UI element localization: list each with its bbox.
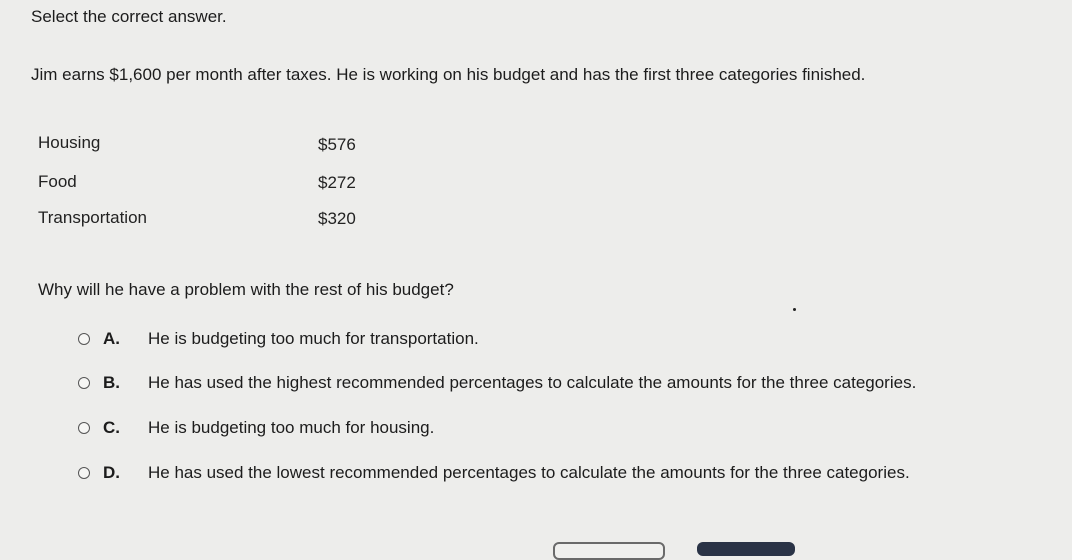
prompt-text: Why will he have a problem with the rest of his budget? bbox=[38, 280, 454, 299]
radio-button-icon[interactable] bbox=[78, 467, 90, 479]
instruction-text: Select the correct answer. bbox=[31, 7, 227, 26]
next-button[interactable] bbox=[697, 542, 795, 556]
choice-text: He is budgeting too much for transportation. bbox=[148, 329, 479, 348]
stray-dot bbox=[793, 308, 796, 311]
choice-letter: C. bbox=[103, 418, 120, 437]
choice-c[interactable] bbox=[78, 416, 434, 440]
question-text: Jim earns $1,600 per month after taxes. He is working on his budget and has the first three categories finished. bbox=[31, 65, 866, 84]
choice-letter: A. bbox=[103, 329, 120, 348]
choice-text: He has used the highest recommended percentages to calculate the amounts for the three categories. bbox=[148, 373, 917, 392]
budget-category-transportation: Transportation bbox=[38, 208, 147, 227]
choice-d[interactable] bbox=[78, 461, 910, 485]
reset-button[interactable] bbox=[553, 542, 665, 560]
choice-letter: B. bbox=[103, 373, 120, 392]
radio-button-icon[interactable] bbox=[78, 422, 90, 434]
choice-text: He has used the lowest recommended percentages to calculate the amounts for the three categories. bbox=[148, 463, 910, 482]
radio-button-icon[interactable] bbox=[78, 333, 90, 345]
choice-letter: D. bbox=[103, 463, 120, 482]
budget-category-food: Food bbox=[38, 172, 77, 191]
budget-amount-housing: $576 bbox=[318, 135, 356, 154]
budget-category-housing: Housing bbox=[38, 133, 101, 152]
radio-button-icon[interactable] bbox=[78, 377, 90, 389]
choice-a[interactable] bbox=[78, 327, 479, 351]
choice-text: He is budgeting too much for housing. bbox=[148, 418, 435, 437]
budget-amount-food: $272 bbox=[318, 173, 356, 192]
choice-b[interactable] bbox=[78, 371, 916, 395]
budget-amount-transportation: $320 bbox=[318, 209, 356, 228]
